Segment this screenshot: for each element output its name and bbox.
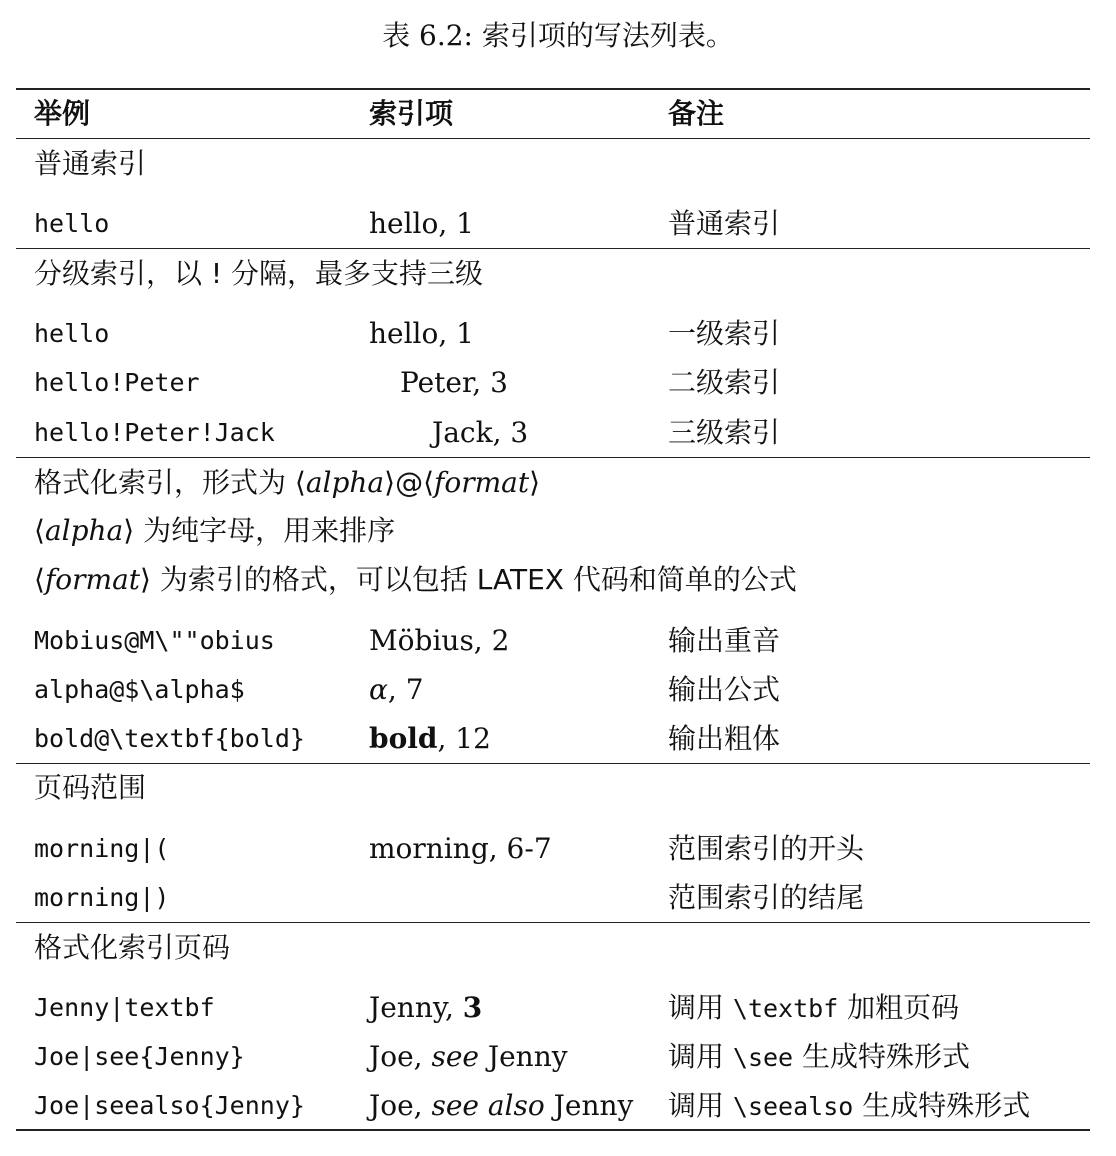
example-code: Jenny|textbf <box>34 993 215 1022</box>
note-text: 输出粗体 <box>668 722 781 755</box>
note-text: 普通索引 <box>668 207 781 240</box>
note-post: 生成特殊形式 <box>853 1089 1031 1122</box>
example-code: Mobius@M\""obius <box>34 626 275 655</box>
table-caption: 表 6.2: 索引项的写法列表。 <box>382 19 734 52</box>
entry-term: Jenny, <box>369 991 463 1024</box>
note-text: 三级索引 <box>668 416 781 449</box>
note-text: 一级索引 <box>668 317 781 350</box>
section-title: 普通索引 <box>34 147 147 180</box>
note-code: \textbf <box>732 994 839 1023</box>
section-desc <box>34 513 395 549</box>
alpha-meta: alpha <box>44 514 124 547</box>
note-post: 加粗页码 <box>838 991 960 1024</box>
format-meta: format <box>44 563 141 596</box>
header-rule <box>16 138 1090 139</box>
entry-page: , 7 <box>387 673 424 706</box>
index-entry: hello, 1 <box>369 207 474 240</box>
desc-text: ⟨ <box>34 563 45 596</box>
example-code: hello!Peter <box>34 368 200 397</box>
section-title: 格式化索引页码 <box>34 931 231 964</box>
section-rule <box>16 457 1090 458</box>
entry-term: Joe, <box>369 1040 432 1073</box>
example-code: alpha@$\alpha$ <box>34 675 245 704</box>
index-entry: Peter, 3 <box>400 366 508 399</box>
note-text <box>668 1039 970 1076</box>
example-code: Joe|seealso{Jenny} <box>34 1091 305 1120</box>
note-code: \see <box>732 1043 794 1072</box>
title-text: 格式化索引，形式为 ⟨ <box>34 466 306 499</box>
note-post: 生成特殊形式 <box>793 1040 971 1073</box>
index-entry <box>369 672 424 708</box>
note-text <box>668 1088 1030 1125</box>
section-rule <box>16 922 1090 923</box>
header-entry: 索引项 <box>369 97 454 130</box>
section-title <box>34 465 540 501</box>
index-entry: Möbius, 2 <box>369 624 510 657</box>
note-text: 范围索引的结尾 <box>668 881 865 914</box>
note-text: 输出重音 <box>668 624 781 657</box>
header-note: 备注 <box>668 97 725 130</box>
bold-term: bold <box>369 722 438 755</box>
section-title: 页码范围 <box>34 771 147 804</box>
desc-text: ⟩ 为索引的格式，可以包括 LATEX 代码和简单的公式 <box>140 563 797 596</box>
note-text: 二级索引 <box>668 366 781 399</box>
index-entry: Jack, 3 <box>432 416 529 449</box>
entry-target: Jenny <box>544 1089 634 1122</box>
bold-page: 3 <box>462 991 483 1024</box>
top-rule <box>16 88 1090 90</box>
index-entry <box>369 990 482 1026</box>
section-title: 分级索引，以 ! 分隔，最多支持三级 <box>34 257 484 290</box>
desc-text: ⟩ 为纯字母，用来排序 <box>123 514 396 547</box>
entry-target: Jenny <box>478 1040 568 1073</box>
index-entry <box>369 1039 568 1075</box>
title-text: ⟩@⟨ <box>384 466 434 499</box>
index-entry: morning, 6-7 <box>369 832 552 865</box>
desc-text: ⟨ <box>34 514 45 547</box>
note-code: \seealso <box>732 1092 854 1121</box>
title-text: ⟩ <box>529 466 541 499</box>
alpha-meta: alpha <box>305 466 385 499</box>
note-pre: 调用 <box>668 991 733 1024</box>
header-example: 举例 <box>34 97 91 130</box>
section-rule <box>16 763 1090 764</box>
example-code: hello!Peter!Jack <box>34 418 275 447</box>
format-meta: format <box>434 466 530 499</box>
index-entry <box>369 1088 633 1124</box>
entry-page: , 12 <box>437 722 491 755</box>
section-desc <box>34 562 797 598</box>
note-pre: 调用 <box>668 1089 733 1122</box>
example-code: Joe|see{Jenny} <box>34 1042 245 1071</box>
note-text: 范围索引的开头 <box>668 832 865 865</box>
see-text: see <box>431 1040 479 1073</box>
example-code: morning|) <box>34 883 170 912</box>
note-pre: 调用 <box>668 1040 733 1073</box>
index-entry <box>369 721 491 757</box>
example-code: hello <box>34 209 110 238</box>
index-entry: hello, 1 <box>369 317 474 350</box>
example-code: bold@\textbf{bold} <box>34 724 305 753</box>
example-code: morning|( <box>34 834 170 863</box>
note-text <box>668 990 959 1027</box>
bottom-rule <box>16 1129 1090 1131</box>
entry-term: Joe, <box>369 1089 432 1122</box>
example-code: hello <box>34 319 110 348</box>
note-text: 输出公式 <box>668 673 781 706</box>
section-rule <box>16 248 1090 249</box>
alpha-symbol: α <box>369 673 388 706</box>
see-also-text: see also <box>431 1089 545 1122</box>
